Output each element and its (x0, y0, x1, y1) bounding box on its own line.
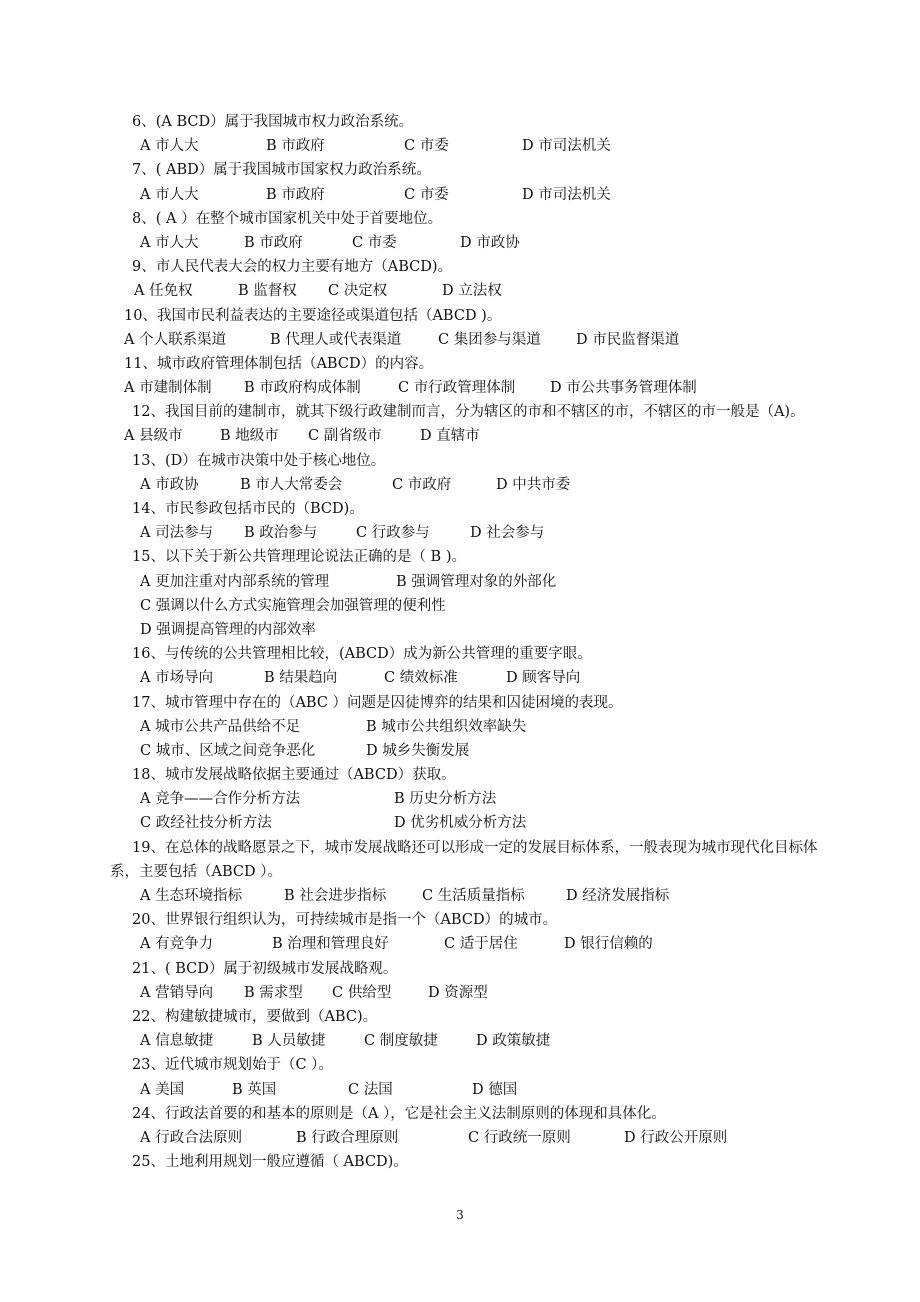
option: D 资源型 (428, 984, 488, 1001)
option: B 历史分析方法 (394, 791, 497, 808)
question-11: 11、城市政府管理体制包括（ABCD）的内容。 (124, 355, 434, 372)
option: A 司法参与 (140, 525, 214, 542)
question-10: 10、我国市民利益表达的主要途径或渠道包括（ABCD )。 (124, 307, 502, 324)
option: B 地级市 (220, 428, 279, 445)
option: A 行政合法原则 (140, 1129, 243, 1146)
option: B 市人大常委会 (240, 476, 343, 493)
options-24 (110, 1126, 832, 1150)
option: A 市场导向 (140, 670, 214, 687)
question-20: 20、世界银行组织认为，可持续城市是指一个（ABCD）的城市。 (132, 912, 558, 929)
option: A 个人联系渠道 (124, 331, 227, 348)
option: C 绩效标准 (384, 670, 458, 687)
options-11 (110, 376, 832, 400)
question-24: 24、行政法首要的和基本的原则是（A ），它是社会主义法制原则的体现和具体化。 (132, 1105, 666, 1122)
option: D 银行信赖的 (564, 936, 653, 953)
question-12: 12、我国目前的建制市，就其下级行政建制而言，分为辖区的市和不辖区的市，不辖区的市一般是（A)。 (132, 404, 805, 421)
option: D 立法权 (442, 283, 502, 300)
option: C 市政府 (392, 476, 452, 493)
option: B 城市公共组织效率缺失 (366, 718, 527, 735)
option: A 市政协 (140, 476, 199, 493)
options-7 (110, 183, 832, 207)
question-19: 19、在总体的战略愿景之下，城市发展战略还可以形成一定的发展目标体系，一般表现为城市现代化目标体系，主要包括（ABCD ）。 (110, 839, 818, 880)
option: B 市政府构成体制 (244, 380, 361, 397)
option: D 中共市委 (496, 476, 571, 493)
option: B 人员敏捷 (252, 1033, 326, 1050)
options-16 (110, 666, 832, 690)
options-22 (110, 1029, 832, 1053)
option: D 社会参与 (470, 525, 545, 542)
question-6: 6、(A BCD）属于我国城市权力政治系统。 (132, 114, 414, 130)
option: A 更加注重对内部系统的管理 (140, 573, 330, 590)
option: B 结果趋向 (264, 670, 338, 687)
option: B 市政府 (266, 186, 325, 203)
question-14: 14、市民参政包括市民的（BCD)。 (132, 501, 364, 518)
option: D 市公共事务管理体制 (550, 380, 697, 397)
option: C 市行政管理体制 (398, 380, 516, 397)
option: D 行政公开原则 (624, 1129, 728, 1146)
option: A 美国 (140, 1081, 185, 1098)
options-17-row1 (110, 715, 832, 739)
option: C 行政参与 (356, 525, 430, 542)
options-18-row2 (110, 811, 832, 835)
question-8: 8、( A ）在整个城市国家机关中处于首要地位。 (132, 210, 443, 227)
option: D 市司法机关 (522, 186, 611, 203)
option: A 县级市 (124, 428, 183, 445)
option: D 顾客导向 (506, 670, 581, 687)
question-23: 23、近代城市规划始于（C ）。 (132, 1057, 333, 1074)
option: B 代理人或代表渠道 (270, 331, 402, 348)
question-list (110, 110, 832, 1174)
options-10 (110, 328, 832, 352)
option: A 城市公共产品供给不足 (140, 718, 301, 735)
options-17-row2 (110, 739, 832, 763)
options-15-row1 (110, 570, 832, 594)
option: D 德国 (472, 1081, 518, 1098)
option: A 信息敏捷 (140, 1033, 214, 1050)
options-14 (110, 521, 832, 545)
option: A 市建制体制 (124, 380, 212, 397)
question-15: 15、以下关于新公共管理理论说法正确的是（ B )。 (132, 549, 466, 566)
option: C 适于居住 (444, 936, 518, 953)
option: B 市政府 (266, 138, 325, 155)
options-9 (110, 279, 832, 303)
option: B 监督权 (238, 283, 297, 300)
option: D 市政协 (460, 234, 520, 251)
option: A 市人大 (140, 234, 199, 251)
option: C 强调以什么方式实施管理会加强管理的便利性 (140, 597, 446, 614)
options-23 (110, 1078, 832, 1102)
option: D 经济发展指标 (566, 888, 670, 905)
option: B 市政府 (244, 234, 303, 251)
question-21: 21、( BCD）属于初级城市发展战略观。 (132, 960, 398, 977)
options-19 (110, 884, 832, 908)
option: C 市委 (404, 138, 449, 155)
option: C 政经社技分析方法 (140, 815, 272, 832)
option: C 市委 (404, 186, 449, 203)
option: A 竞争——合作分析方法 (140, 791, 301, 808)
option: C 决定权 (328, 283, 388, 300)
option: B 社会进步指标 (284, 888, 387, 905)
option: D 强调提高管理的内部效率 (140, 621, 316, 638)
option: D 优劣机威分析方法 (394, 815, 527, 832)
option: C 生活质量指标 (422, 888, 525, 905)
option: C 制度敏捷 (364, 1033, 438, 1050)
option: B 治理和管理良好 (272, 936, 389, 953)
option: D 政策敏捷 (476, 1033, 551, 1050)
option: C 副省级市 (308, 428, 382, 445)
option: B 英国 (232, 1081, 277, 1098)
option: D 直辖市 (420, 428, 480, 445)
options-21 (110, 981, 832, 1005)
options-12 (110, 424, 832, 448)
question-7: 7、( ABD）属于我国城市国家权力政治系统。 (132, 162, 431, 179)
options-6 (110, 134, 832, 158)
page-number: 3 (456, 1208, 464, 1222)
option: B 强调管理对象的外部化 (396, 573, 557, 590)
options-18-row1 (110, 787, 832, 811)
option: D 市司法机关 (522, 138, 611, 155)
option: C 城市、区域之间竞争恶化 (140, 742, 316, 759)
option: A 市人大 (140, 138, 199, 155)
option: A 任免权 (134, 283, 193, 300)
options-13 (110, 473, 832, 497)
option: B 需求型 (244, 984, 303, 1001)
question-13: 13、(D）在城市决策中处于核心地位。 (132, 452, 386, 469)
option: C 市委 (352, 234, 397, 251)
option: D 城乡失衡发展 (366, 742, 470, 759)
question-25: 25、土地利用规划一般应遵循（ ABCD)。 (132, 1154, 408, 1171)
options-8 (110, 231, 832, 255)
options-20 (110, 932, 832, 956)
option: C 法国 (348, 1081, 393, 1098)
question-18: 18、城市发展战略依据主要通过（ABCD）获取。 (132, 767, 456, 784)
question-17: 17、城市管理中存在的（ABC ）问题是囚徒博弈的结果和囚徒困境的表现。 (132, 694, 623, 711)
question-22: 22、构建敏捷城市，要做到（ABC)。 (132, 1008, 378, 1025)
question-16: 16、与传统的公共管理相比较，(ABCD）成为新公共管理的重要字眼。 (132, 646, 592, 663)
question-9: 9、市人民代表大会的权力主要有地方（ABCD)。 (132, 259, 452, 276)
option: C 供给型 (332, 984, 392, 1001)
option: A 市人大 (140, 186, 199, 203)
option: D 市民监督渠道 (576, 331, 680, 348)
option: C 集团参与渠道 (438, 331, 541, 348)
option: C 行政统一原则 (468, 1129, 571, 1146)
option: B 行政合理原则 (296, 1129, 399, 1146)
option: A 有竞争力 (140, 936, 214, 953)
option: B 政治参与 (244, 525, 318, 542)
option: A 生态环境指标 (140, 888, 243, 905)
option: A 营销导向 (140, 984, 214, 1001)
